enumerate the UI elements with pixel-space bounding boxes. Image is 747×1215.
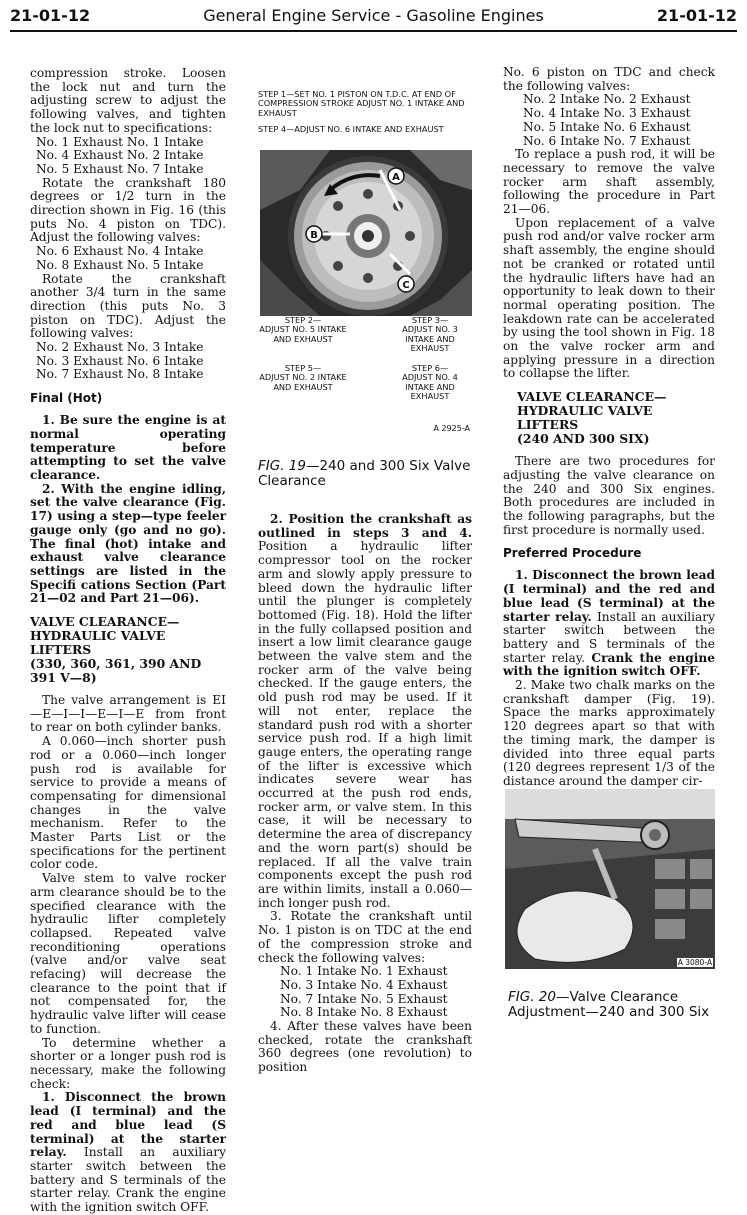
list-item: No. 5 Intake No. 6 Exhaust <box>523 119 691 134</box>
list-item: No. 5 Exhaust No. 7 Intake <box>36 161 204 176</box>
valve-list <box>30 136 226 177</box>
list-item: No. 6 Exhaust No. 4 Intake <box>36 244 204 259</box>
step-head: STEP 3— <box>411 315 449 325</box>
bold-text: 1. Disconnect the brown lead (I terminal) and the red and blue lead (S terminal) at the starter relay. <box>503 568 715 624</box>
page-number-left: 21-01-12 <box>10 6 91 25</box>
running-title: General Engine Service - Gasoline Engines <box>203 6 544 25</box>
bold-text: 1. Disconnect the brown lead (I terminal) and the red and blue lead (S terminal) at the starter relay. <box>30 1090 226 1160</box>
paragraph <box>30 1091 226 1214</box>
list-item: No. 4 Intake No. 3 Exhaust <box>523 106 691 121</box>
list-item: No. 3 Intake No. 4 Exhaust <box>280 977 448 992</box>
list-item: No. 1 Intake No. 1 Exhaust <box>280 964 448 979</box>
mark-c: C <box>402 280 410 291</box>
step-text: ADJUST NO. 5 INTAKE AND EXHAUST <box>259 324 347 344</box>
list-item: No. 2 Intake No. 2 Exhaust <box>523 92 691 107</box>
paragraph: 4. After these valves have been checked, rotate the crankshaft 360 degrees (one revolution) to position <box>258 1019 472 1075</box>
list-item: No. 8 Intake No. 8 Exhaust <box>280 1005 448 1020</box>
paragraph <box>258 513 472 910</box>
valve-list <box>503 93 715 148</box>
page-number-right: 21-01-12 <box>656 6 737 25</box>
caption-text: —Valve Clearance Adjustment—240 and 300 Six <box>508 989 710 1020</box>
section-heading <box>30 615 226 685</box>
subheading-preferred-procedure: Preferred Procedure <box>503 546 642 561</box>
list-item: No. 1 Exhaust No. 1 Intake <box>36 134 204 149</box>
list-item: No. 4 Exhaust No. 2 Intake <box>36 148 204 163</box>
figure-19 <box>258 86 472 436</box>
bold-text: 1. Be sure the engine is at normal operating temperature before attempting to set the valve clearance. <box>30 413 226 482</box>
caption-text: —240 and 300 Six Valve Clearance <box>258 458 471 489</box>
figure-20-caption <box>508 990 718 1020</box>
step-text: ADJUST NO. 3 INTAKE AND EXHAUST <box>402 324 458 354</box>
bold-text: 2. With the engine idling, set the valve clearance (Fig. 17) using a step—type feeler gauge only (go and no go). The final (hot) intake and exhaust valve clearance settings are listed in the Specifi cations Section (Part 21—02 and Part 21—06). <box>30 481 226 606</box>
step2-label <box>258 316 348 344</box>
paragraph: To determine whether a shorter or a longer push rod is necessary, make the following check: <box>30 1035 226 1091</box>
valve-list <box>30 341 226 382</box>
figure-code: A 2925-A <box>433 424 470 433</box>
step-text: ADJUST NO. 2 INTAKE AND EXHAUST <box>259 372 347 392</box>
step-text: ADJUST NO. 4 INTAKE AND EXHAUST <box>402 372 458 402</box>
paragraph: Rotate the crankshaft another 3/4 turn in the same direction (this puts No. 3 piston on TDC). Adjust the following valves: <box>30 271 226 341</box>
figure-20 <box>505 789 715 969</box>
step-head: STEP 2— <box>284 315 322 325</box>
heading-line: VALVE CLEARANCE— <box>517 389 667 405</box>
paragraph <box>30 483 226 606</box>
paragraph: There are two procedures for adjusting the valve clearance on the 240 and 300 Six engines. Both procedures are included in the following paragraphs, but the first procedure is normally used. <box>503 454 715 537</box>
list-item: No. 8 Exhaust No. 5 Intake <box>36 257 204 272</box>
mark-b: B <box>310 230 318 241</box>
step3-label <box>388 316 472 354</box>
column-middle <box>258 513 472 1075</box>
crankshaft-damper-illustration <box>260 150 472 316</box>
list-item: No. 6 Intake No. 7 Exhaust <box>523 133 691 148</box>
heading-line: (330, 360, 361, 390 AND 391 V—8) <box>30 656 202 686</box>
paragraph <box>503 569 715 679</box>
valve-list <box>30 245 226 272</box>
paragraph: 3. Rotate the crankshaft until No. 1 piston is on TDC at the end of the compression stroke and check the following valves: <box>258 909 472 965</box>
paragraph: No. 6 piston on TDC and check the following valves: <box>503 65 715 93</box>
heading-line: HYDRAULIC VALVE LIFTERS <box>517 403 653 433</box>
paragraph: compression stroke. Loosen the lock nut and turn the adjusting screw to adjust the following valves, and tighten the lock nut to specifications: <box>30 66 226 135</box>
step4-label: STEP 4—ADJUST NO. 6 INTAKE AND EXHAUST <box>258 124 444 134</box>
paragraph: A 0.060—inch shorter push rod or a 0.060—inch longer push rod is available for service to provide a means of compensating for dimensional changes in the valve mechanism. Refer to the Master Parts List or the specifications for the pertinent color code. <box>30 734 226 872</box>
page-header <box>10 4 737 32</box>
figure-19-caption <box>258 459 472 489</box>
column-left <box>30 67 226 1215</box>
heading-line: HYDRAULIC VALVE LIFTERS <box>30 628 166 658</box>
paragraph: 2. Make two chalk marks on the crankshaft damper (Fig. 19). Space the marks approximately 120 degrees apart so that with the timing mark, the damper is divided into three equal parts (120 degrees represent 1/3 of the distance around the damper cir- <box>503 678 715 788</box>
caption-fig-number: FIG. 20 <box>508 989 556 1005</box>
subheading-final-hot: Final (Hot) <box>30 391 103 406</box>
paragraph <box>30 414 226 483</box>
heading-line: (240 AND 300 SIX) <box>517 431 650 447</box>
bold-text: 2. Position the crankshaft as outlined in steps 3 and 4. <box>258 512 472 540</box>
text-run: Position a hydraulic lifter compressor tool on the rocker arm and slowly apply pressure to bleed down the hydraulic lifter until the plunger is completely bottomed (Fig. 18). Hold the lifter in the fully collapsed position and insert a low limit clearance gauge between the valve stem and the rocker arm of the valve being checked. If the gauge enters, the old push rod may be used. If it will not enter, replace the standard push rod with a shorter service push rod. If a high limit gauge enters, the operating range of the lifter is excessive which indicates severe wear has occurred at the push rod ends, rocker arm, or valve stem. In this case, it will be necessary to determine the area of discrepancy and the worn part(s) should be replaced. If all the valve train components except the push rod are within limits, install a 0.060—inch longer push rod. <box>258 539 472 910</box>
step1-label: STEP 1—SET NO. 1 PISTON ON T.D.C. AT END OF COMPRESSION STROKE ADJUST NO. 1 INTAKE AND EXHAUST <box>258 89 465 118</box>
bold-text: Crank the engine with the ignition switch OFF. <box>503 650 715 679</box>
step5-label <box>258 364 348 392</box>
paragraph: The valve arrangement is EI—E—I—I—E—I—E from front to rear on both cylinder banks. <box>30 693 226 735</box>
mark-a: A <box>392 172 400 183</box>
step6-label <box>388 364 472 402</box>
paragraph: Upon replacement of a valve push rod and/or valve rocker arm shaft assembly, the engine should not be cranked or rotated until the hydraulic lifters have had an opportunity to leak down to their normal operating position. The leakdown rate can be accelerated by using the tool shown in Fig. 18 on the valve rocker arm and applying pressure in a direction to collapse the lifter. <box>503 215 715 381</box>
step-head: STEP 5— <box>284 363 322 373</box>
caption-fig-number: FIG. 19 <box>258 458 306 474</box>
section-heading <box>503 390 715 446</box>
figure-code: A 3080-A <box>677 958 712 967</box>
step-head: STEP 6— <box>411 363 449 373</box>
paragraph: Valve stem to valve rocker arm clearance should be to the specified clearance with the hydraulic lifter completely collapsed. Repeated valve reconditioning operations (valve and/or valve seat refacing) will decrease the clearance to the point that if not compensated for, the hydraulic valve lifter will cease to function. <box>30 871 226 1036</box>
column-right <box>503 66 715 789</box>
heading-line: VALVE CLEARANCE— <box>30 614 180 630</box>
text-run: Install an auxiliary starter switch between the battery and S terminals of the starter relay. Crank the engine with the ignition switch OFF. <box>30 1145 226 1215</box>
list-item: No. 3 Exhaust No. 6 Intake <box>36 353 204 368</box>
list-item: No. 7 Intake No. 5 Exhaust <box>280 991 448 1006</box>
list-item: No. 7 Exhaust No. 8 Intake <box>36 367 204 382</box>
valve-list <box>258 965 472 1020</box>
paragraph: To replace a push rod, it will be necessary to remove the valve rocker arm shaft assembly, following the procedure in Part 21—06. <box>503 147 715 217</box>
list-item: No. 2 Exhaust No. 3 Intake <box>36 340 204 355</box>
valve-adjustment-photo <box>505 789 715 969</box>
text-run: Install an auxiliary starter switch between the battery and S terminals of the starter relay. <box>503 609 715 665</box>
paragraph: Rotate the crankshaft 180 degrees or 1/2 turn in the direction shown in Fig. 16 (this puts No. 4 piston on TDC). Adjust the following valves: <box>30 175 226 245</box>
